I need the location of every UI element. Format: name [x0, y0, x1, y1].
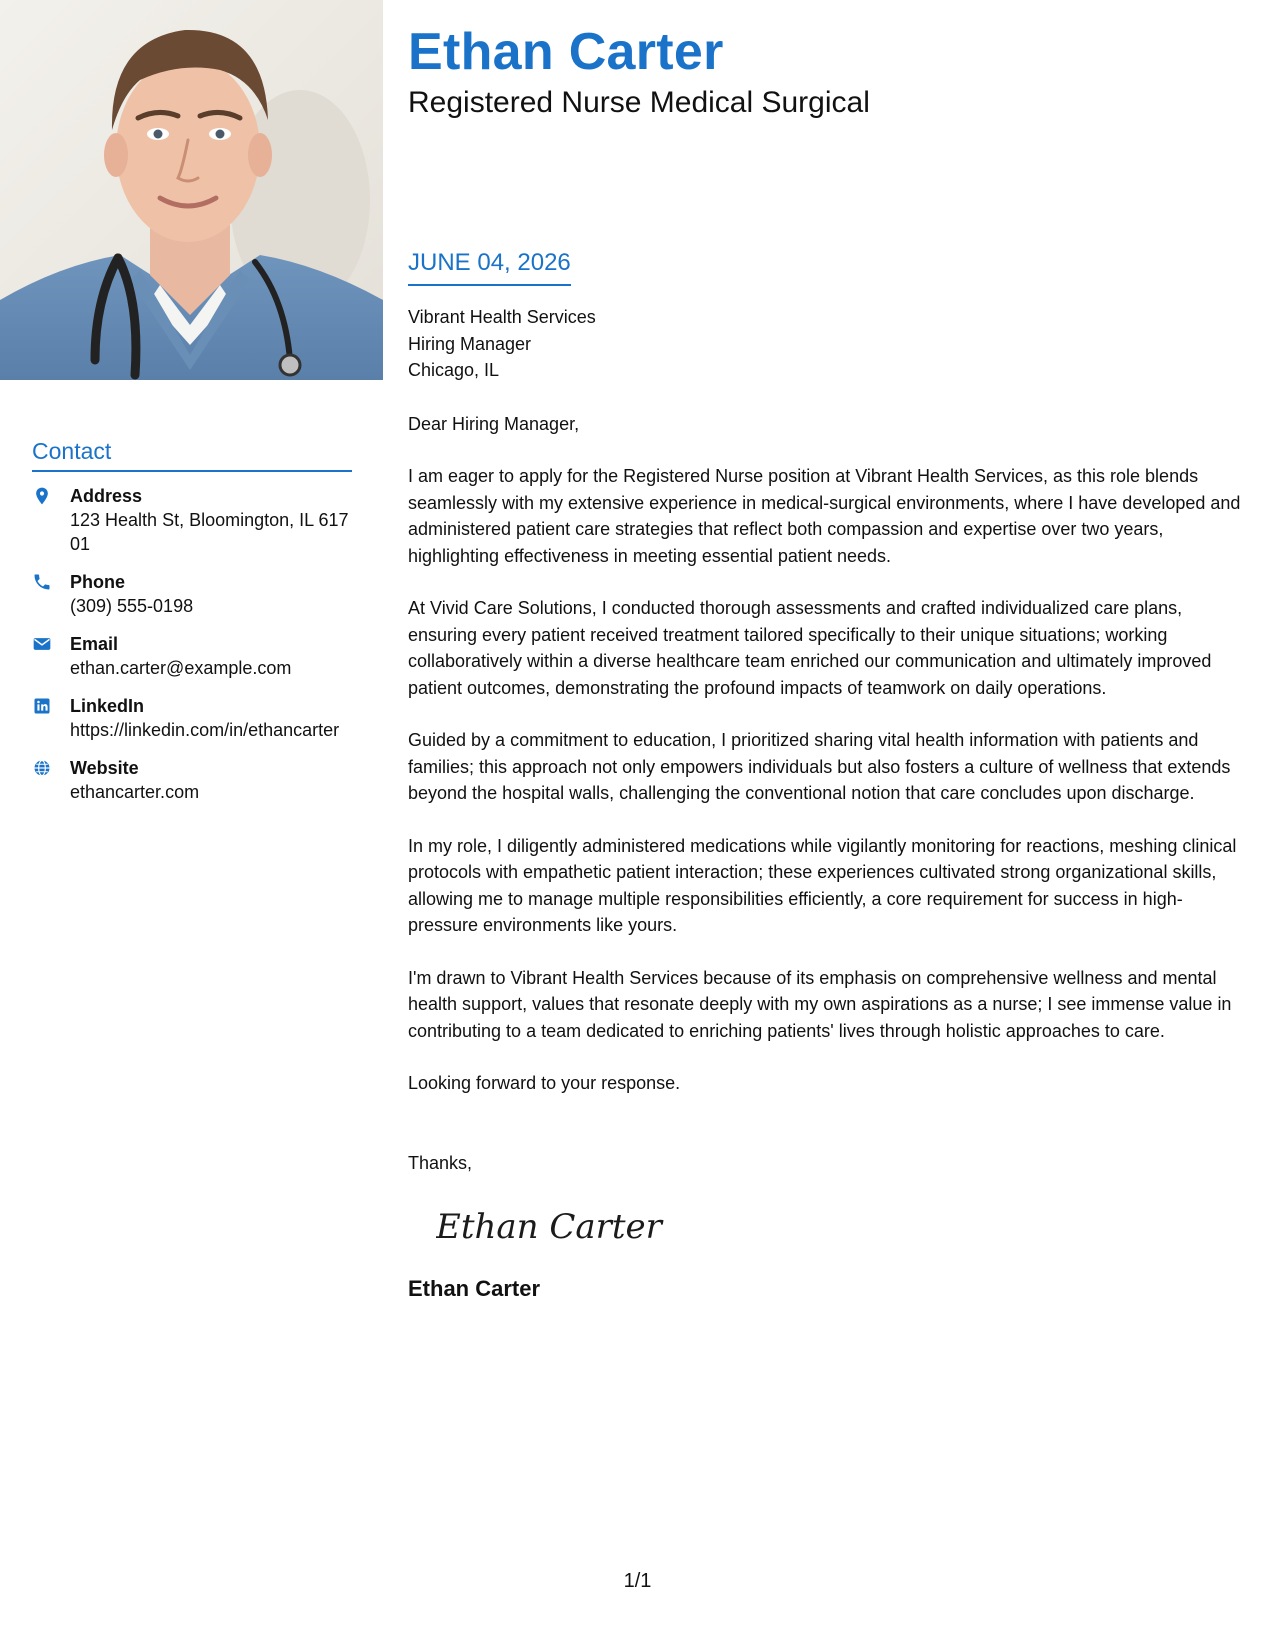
paragraph: Looking forward to your response.: [408, 1073, 681, 1093]
phone-value: (309) 555-0198: [70, 596, 194, 616]
candidate-name: Ethan Carter: [408, 23, 724, 81]
closing: Thanks,: [408, 1152, 473, 1173]
paragraph: I'm drawn to Vibrant Health Services because of its emphasis on comprehensive wellness and mental health support, values that resonate deeply with my own aspirations as a nurse; I see immense value in contributing to a team dedicated to enriching patients' lives through holistic approaches to care.: [408, 967, 1232, 1041]
contact-heading: Contact: [32, 436, 352, 472]
signer-name: Ethan Carter: [408, 1276, 541, 1301]
website-value[interactable]: ethancarter.com: [70, 782, 200, 802]
email-label: Email: [70, 634, 119, 654]
email-value[interactable]: ethan.carter@example.com: [70, 658, 292, 678]
contact-linkedin: [32, 694, 352, 742]
recipient-location: Chicago, IL: [408, 360, 500, 380]
letter-date: JUNE 04, 2026: [408, 247, 571, 286]
contact-sidebar: [32, 436, 352, 818]
linkedin-label: LinkedIn: [70, 696, 145, 716]
contact-website: [32, 756, 352, 804]
profile-photo: [0, 0, 383, 380]
letter-body: [408, 247, 1248, 1304]
page-number: 1/1: [623, 1570, 652, 1592]
envelope-icon: [32, 632, 70, 680]
paragraph: At Vivid Care Solutions, I conducted thorough assessments and crafted individualized care plans, ensuring every patient received treatment tailored specifically to their unique situations; working collaboratively within a diverse healthcare team enriched our communication and ultimately improved patient outcomes, demonstrating the profound impacts of teamwork on daily operations.: [408, 598, 1212, 698]
paragraph: In my role, I diligently administered medications while vigilantly monitoring for reactions, meshing clinical protocols with empathetic patient interaction; these experiences cultivated strong organizational skills, allowing me to manage multiple responsibilities efficiently, a core requirement for success in high-pressure environments like yours.: [408, 835, 1237, 935]
linkedin-value[interactable]: https://linkedin.com/in/ethancarter: [70, 720, 340, 740]
address-value: 123 Health St, Bloomington, IL 61701: [70, 510, 349, 554]
job-title: Registered Nurse Medical Surgical: [408, 86, 870, 119]
linkedin-icon: [32, 694, 70, 742]
address-label: Address: [70, 486, 143, 506]
recipient-company: Vibrant Health Services: [408, 307, 596, 327]
paragraph: Guided by a commitment to education, I prioritized sharing vital health information with patients and families; this approach not only empowers individuals but also fosters a culture of wellness that extends beyond the hospital walls, challenging the conventional notion that care concludes upon discharge.: [408, 730, 1231, 803]
salutation: Dear Hiring Manager,: [408, 413, 580, 434]
phone-label: Phone: [70, 572, 126, 592]
map-pin-icon: [32, 484, 70, 556]
recipient-block: [408, 304, 1248, 384]
contact-phone: [32, 570, 352, 618]
paragraph: I am eager to apply for the Registered Nurse position at Vibrant Health Services, as this role blends seamlessly with my extensive experience in medical-surgical environments, where I have developed and administered patient care strategies that reflect both compassion and expertise over two years, highlighting effectiveness in meeting essential patient needs.: [408, 466, 1241, 566]
header: [408, 22, 1238, 122]
globe-icon: [32, 756, 70, 804]
contact-address: [32, 484, 352, 556]
recipient-title: Hiring Manager: [408, 333, 532, 354]
handwritten-signature: [436, 1196, 1248, 1256]
website-label: Website: [70, 758, 139, 778]
contact-email: [32, 632, 352, 680]
signature-text: Ethan Carter: [436, 1207, 662, 1247]
phone-icon: [32, 570, 70, 618]
